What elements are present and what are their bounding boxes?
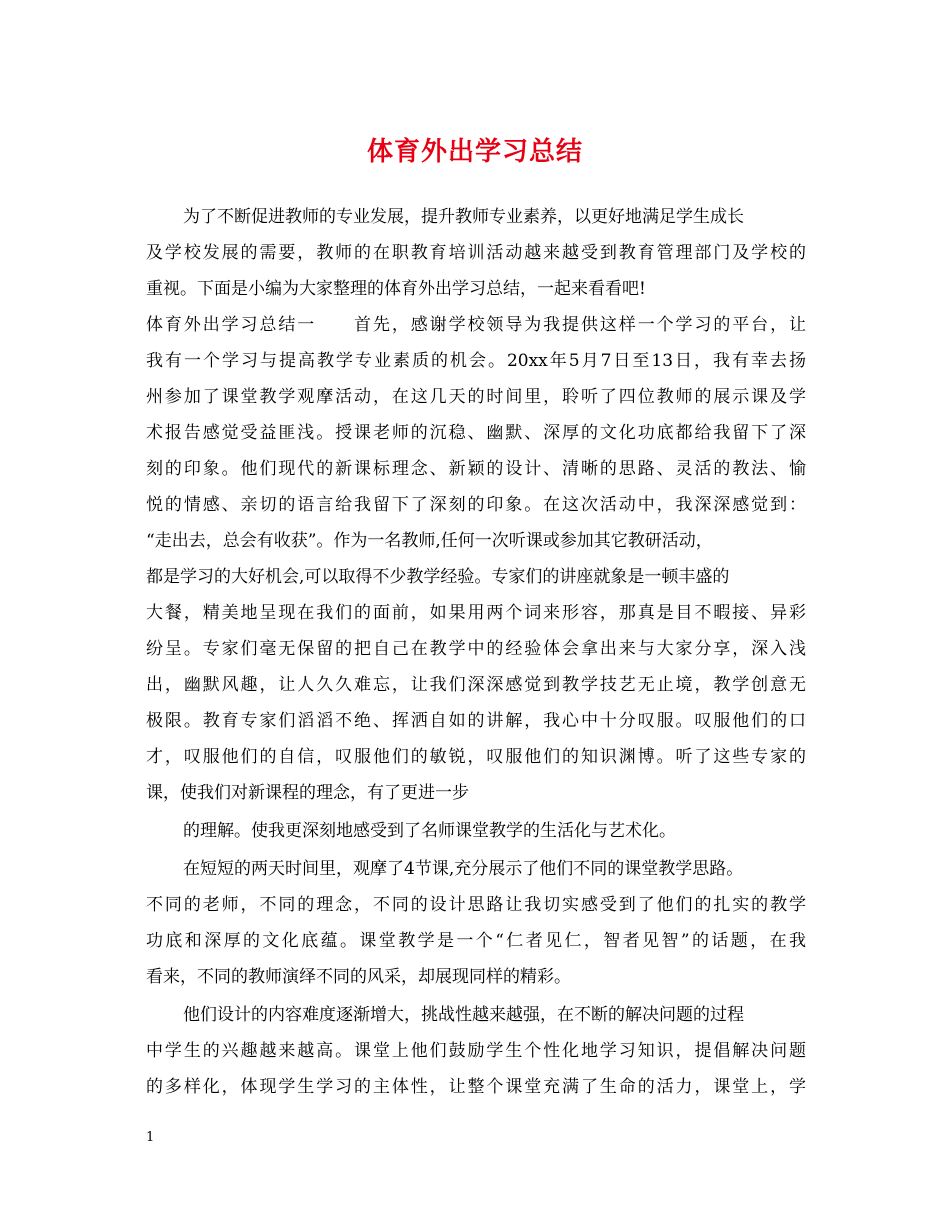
paragraph-line: 的多样化，体现学生学习的主体性，让整个课堂充满了生命的活力，课堂上，学 xyxy=(146,1077,806,1097)
paragraph-line: 他们设计的内容难度逐渐增大，挑战性越来越强，在不断的解决问题的过程 xyxy=(183,1005,744,1025)
document-title: 体育外出学习总结 xyxy=(366,137,583,167)
paragraph-line: “走出去，总会有收获”。作为一名教师,任何一次听课或参加其它教研活动， xyxy=(146,531,713,551)
paragraph-line: 中学生的兴趣越来越高。课堂上他们鼓励学生个性化地学习知识，提倡解决问题 xyxy=(146,1041,806,1061)
paragraph-line: 才，叹服他们的自信，叹服他们的敏锐，叹服他们的知识渊博。听了这些专家的 xyxy=(146,747,806,767)
paragraph-line: 术报告感觉受益匪浅。授课老师的沉稳、幽默、深厚的文化功底都给我留下了深 xyxy=(146,423,806,443)
paragraph-line: 的理解。使我更深刻地感受到了名师课堂教学的生活化与艺术化。 xyxy=(183,821,676,841)
paragraph-line: 都是学习的大好机会,可以取得不少教学经验。专家们的讲座就象是一顿丰盛的 xyxy=(146,567,730,587)
paragraph-line: 及学校发展的需要，教师的在职教育培训活动越来越受到教育管理部门及学校的 xyxy=(146,243,806,263)
paragraph-line: 我有一个学习与提高教学专业素质的机会。20xx年5月7日至13日，我有幸去扬 xyxy=(146,351,806,371)
paragraph-line: 体育外出学习总结一 首先，感谢学校领导为我提供这样一个学习的平台，让 xyxy=(146,315,806,335)
paragraph-line: 不同的老师，不同的理念，不同的设计思路让我切实感受到了他们的扎实的教学 xyxy=(146,895,806,915)
paragraph-line: 看来，不同的教师演绎不同的风采，却展现同样的精彩。 xyxy=(146,967,571,987)
paragraph-line: 州参加了课堂教学观摩活动，在这几天的时间里，聆听了四位教师的展示课及学 xyxy=(146,387,806,407)
paragraph-line: 极限。教育专家们滔滔不绝、挥洒自如的讲解，我心中十分叹服。叹服他们的口 xyxy=(146,711,806,731)
paragraph-line: 重视。下面是小编为大家整理的体育外出学习总结，一起来看看吧! xyxy=(146,279,646,299)
paragraph-line: 功底和深厚的文化底蕴。课堂教学是一个“仁者见仁，智者见智”的话题，在我 xyxy=(146,931,806,951)
page-number: 1 xyxy=(146,1130,155,1145)
paragraph-line: 课，使我们对新课程的理念，有了更进一步 xyxy=(146,783,469,803)
paragraph-line: 纷呈。专家们毫无保留的把自己在教学中的经验体会拿出来与大家分享，深入浅 xyxy=(146,639,806,659)
paragraph-line: 悦的情感、亲切的语言给我留下了深刻的印象。在这次活动中，我深深感觉到： xyxy=(146,495,806,515)
paragraph-line: 刻的印象。他们现代的新课标理念、新颖的设计、清晰的思路、灵活的教法、愉 xyxy=(146,459,806,479)
paragraph-line: 大餐，精美地呈现在我们的面前，如果用两个词来形容，那真是目不暇接、异彩 xyxy=(146,603,806,623)
paragraph-line: 在短短的两天时间里，观摩了4节课,充分展示了他们不同的课堂教学思路。 xyxy=(183,859,744,879)
paragraph-line: 出，幽默风趣，让人久久难忘，让我们深深感觉到教学技艺无止境，教学创意无 xyxy=(146,675,806,695)
paragraph-line: 为了不断促进教师的专业发展，提升教师专业素养，以更好地满足学生成长 xyxy=(183,207,744,227)
